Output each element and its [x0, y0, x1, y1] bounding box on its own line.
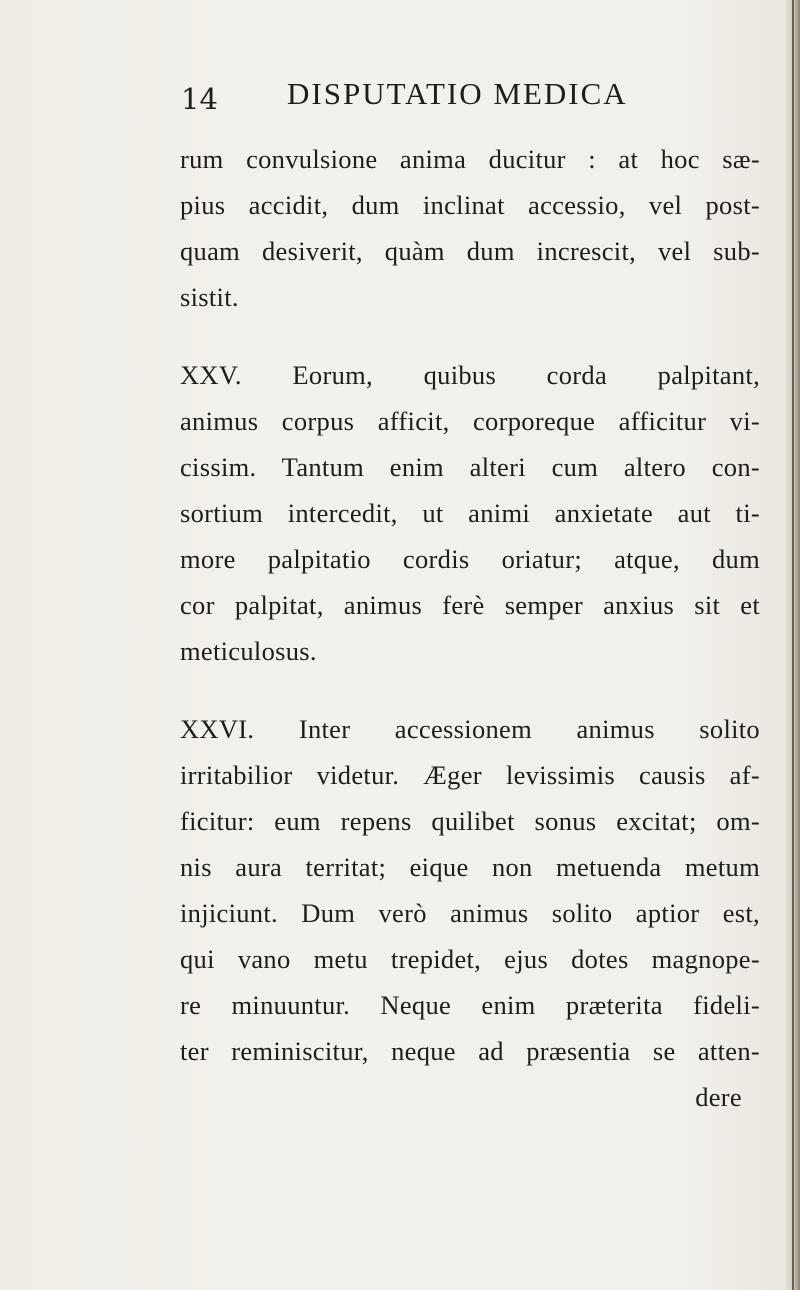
- text-line: ficitur: eum repens quilibet sonus excitat; om-: [180, 806, 760, 836]
- section-heading-line: XXV. Eorum, quibus corda palpitant,: [180, 360, 760, 390]
- running-title: DISPUTATIO MEDICA: [287, 76, 628, 111]
- text-line: irritabilior videtur. Æger levissimis causis af-: [180, 760, 760, 790]
- page-header: [0, 76, 800, 116]
- catchword: dere: [695, 1082, 742, 1112]
- text-line: sistit.: [180, 282, 239, 312]
- text-line: qui vano metu trepidet, ejus dotes magnope-: [180, 944, 760, 974]
- text-line: injiciunt. Dum verò animus solito aptior est,: [180, 898, 760, 928]
- text-line: animus corpus afficit, corporeque afficitur vi-: [180, 406, 760, 436]
- text-line: quam desiverit, quàm dum increscit, vel sub-: [180, 236, 760, 266]
- text-line: sortium intercedit, ut animi anxietate aut ti-: [180, 498, 760, 528]
- page-edge-line: [792, 0, 794, 1290]
- text-line: cor palpitat, animus ferè semper anxius sit et: [180, 590, 760, 620]
- section-heading-line: XXVI. Inter accessionem animus solito: [180, 714, 760, 744]
- text-line: more palpitatio cordis oriatur; atque, dum: [180, 544, 760, 574]
- text-line: ter reminiscitur, neque ad præsentia se atten-: [180, 1036, 760, 1066]
- text-line: re minuuntur. Neque enim præterita fideli-: [180, 990, 760, 1020]
- paragraph-gap: [180, 320, 760, 352]
- body-text: [180, 136, 760, 1120]
- text-line: pius accidit, dum inclinat accessio, vel post-: [180, 190, 760, 220]
- text-line: cissim. Tantum enim alteri cum altero con-: [180, 452, 760, 482]
- text-line: rum convulsione anima ducitur : at hoc sæ-: [180, 144, 760, 174]
- text-line: nis aura territat; eique non metuenda metum: [180, 852, 760, 882]
- page-number: 14: [181, 82, 218, 116]
- paragraph-gap: [180, 674, 760, 706]
- text-line: meticulosus.: [180, 636, 317, 666]
